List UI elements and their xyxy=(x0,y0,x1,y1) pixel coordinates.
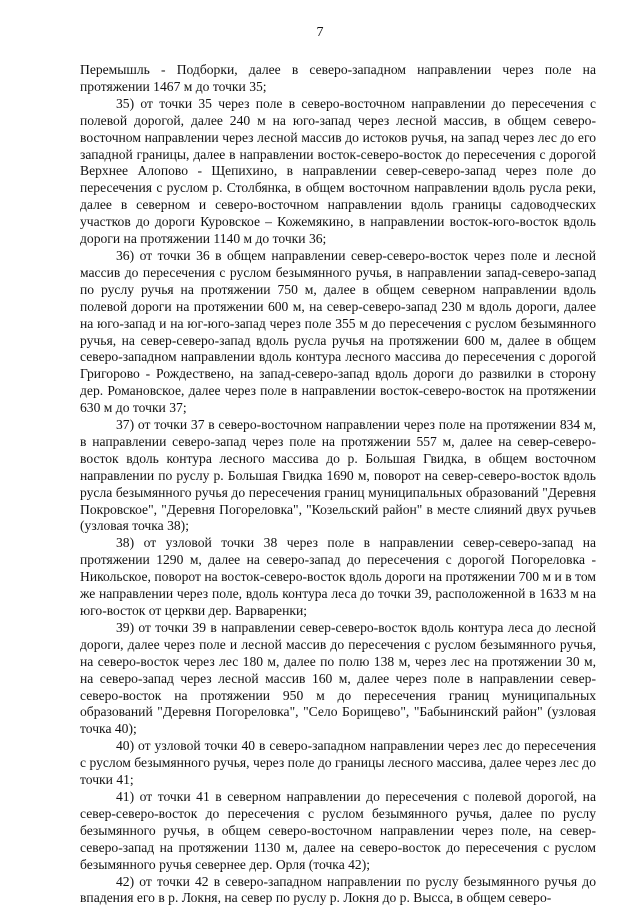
paragraph-point-37: 37) от точки 37 в северо-восточном направлении через поле на протяжении 834 м, в направлении северо-запад через поле на протяжении 557 м, далее на север-северо-восток вдоль контура лесного массива до р. Большая Гвидка, в общем восточном направлении по руслу р. Большая Гвидка 1690 м, поворот на север-северо-восток вдоль русла безымянного ручья до пересечения границ муниципальных образований "Деревня Покровское", "Деревня Погореловка", "Козельский район" в месте слияний двух ручьев (узловая точка 38); xyxy=(80,417,596,535)
document-body xyxy=(80,62,596,907)
paragraph-point-35: 35) от точки 35 через поле в северо-восточном направлении до пересечения с полевой дорогой, далее 240 м на юго-запад через лесной массив, в общем северо-восточном направлении через лесной массив до истоков ручья, на запад через лес до его западной границы, далее в направлении восток-северо-восток до пересечения с дорогой Верхнее Алопово - Щепихино, в направлении север-северо-запад через поле до пересечения с руслом р. Столбянка, в общем восточном направлении вдоль русла реки, далее в северном и северо-восточном направлении вдоль границы садоводческих участков до дороги Куровское – Кожемякино, в направлении восток-юго-восток вдоль дороги на протяжении 1140 м до точки 36; xyxy=(80,96,596,248)
paragraph-point-39: 39) от точки 39 в направлении север-северо-восток вдоль контура леса до лесной дороги, далее через поле и лесной массив до пересечения с руслом безымянного ручья, на северо-восток через лес 180 м, далее по полю 138 м, через лес на протяжении 30 м, на северо-запад через лесной массив 160 м, далее через поле в направлении север-северо-восток на протяжении 950 м до пересечения границ муниципальных образований "Деревня Погореловка", "Село Борищево", "Бабынинский район" (узловая точка 40); xyxy=(80,620,596,738)
paragraph-continuation: Перемышль - Подборки, далее в северо-западном направлении через поле на протяжении 1467 м до точки 35; xyxy=(80,62,596,96)
page-number: 7 xyxy=(0,25,640,41)
paragraph-point-42: 42) от точки 42 в северо-западном направлении по руслу безымянного ручья до впадения его в р. Локня, на север по руслу р. Локня до р. Высса, в общем северо- xyxy=(80,874,596,907)
paragraph-point-36: 36) от точки 36 в общем направлении север-северо-восток через поле и лесной массив до пересечения с руслом безымянного ручья, в направлении запад-северо-запад по руслу ручья на протяжении 750 м, далее в общем северном направлении вдоль полевой дороги на протяжении 600 м, на север-северо-запад 230 м вдоль дороги, далее на юго-запад и на юг-юго-запад через поле 355 м до пересечения с руслом безымянного ручья, на север-северо-запад вдоль русла ручья на протяжении 600 м, далее в общем северо-западном направлении вдоль контура лесного массива до пересечения с дорогой Григорово - Рождествено, на запад-северо-запад вдоль дороги до развилки в сторону дер. Романовское, далее через поле в направлении восток-северо-восток на протяжении 630 м до точки 37; xyxy=(80,248,596,417)
paragraph-point-41: 41) от точки 41 в северном направлении до пересечения с полевой дорогой, на север-северо-восток до пересечения с руслом безымянного ручья, далее по руслу безымянного ручья, в общем северо-восточном направлении через поле, на север-северо-запад на протяжении 1130 м, далее на северо-восток до пересечения с руслом безымянного ручья севернее дер. Орля (точка 42); xyxy=(80,789,596,874)
paragraph-point-38: 38) от узловой точки 38 через поле в направлении север-северо-запад на протяжении 1290 м, далее на северо-запад до пересечения с дорогой Погореловка - Никольское, поворот на восток-северо-восток вдоль дороги на протяжении 700 м и в том же направлении через поле, вдоль контура леса до точки 39, расположенной в 1633 м на юго-восток от церкви дер. Варваренки; xyxy=(80,535,596,620)
paragraph-point-40: 40) от узловой точки 40 в северо-западном направлении через лес до пересечения с руслом безымянного ручья, через поле до границы лесного массива, далее через лес до точки 41; xyxy=(80,738,596,789)
